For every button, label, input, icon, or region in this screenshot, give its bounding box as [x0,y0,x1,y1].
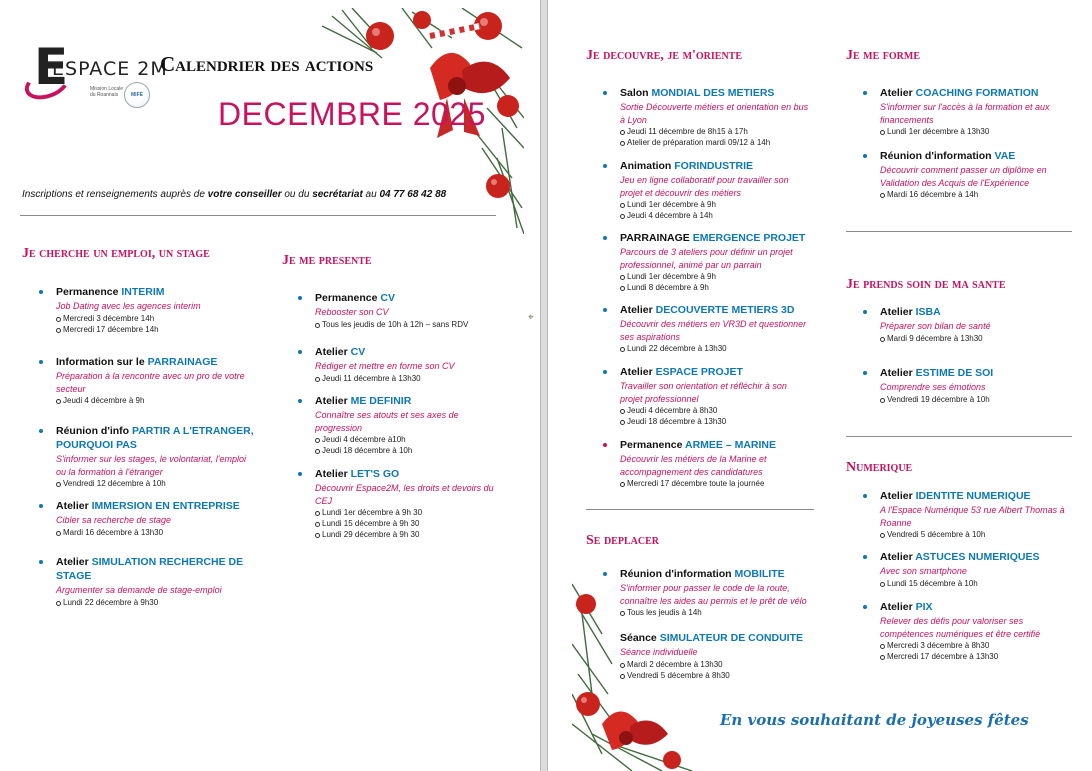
action-item: Salon MONDIAL DES METIERS Sortie Découverte métiers et orientation en bus à Lyon Jeudi 11 décembre de 8h15 à 17h Atelier de préparation mardi 09/12 à 14h [620,86,815,148]
action-item: Permanence CV Rebooster son CV Tous les jeudis de 10h à 12h – sans RDV [315,291,505,330]
action-item: Atelier DECOUVERTE METIERS 3D Découvrir des métiers en VR3D et questionner ses aspirations Lundi 22 décembre à 13h30 [620,303,820,354]
action-item: Atelier LET'S GO Découvrir Espace2M, les droits et devoirs du CEJ Lundi 1er décembre à 9h 30 Lundi 15 décembre à 9h 30 Lundi 29 décembre à 9h 30 [315,467,505,540]
action-item: PARRAINAGE EMERGENCE PROJET Parcours de 3 ateliers pour définir un projet professionnel, animé par un parrain Lundi 1er décembre à 9h Lundi 8 décembre à 9h [620,231,815,293]
action-item: Atelier ISBA Préparer son bilan de santé Mardi 9 décembre à 13h30 [880,305,1060,344]
section-title-emploi: Je cherche un emploi, un stage [22,246,210,261]
section-title-deplacer: Se deplacer [586,533,659,548]
month-title: DECEMBRE 2025 [218,96,486,132]
action-item: Atelier IMMERSION EN ENTREPRISE Cibler sa recherche de stage Mardi 16 décembre à 13h30 [56,499,256,538]
section-title-forme: Je me forme [846,48,920,63]
action-item: Séance SIMULATEUR DE CONDUITE Séance individuelle Mardi 2 décembre à 13h30 Vendredi 5 décembre à 8h30 [620,631,820,681]
divider [846,231,1072,232]
season-greeting: En vous souhaitant de joyeuses fêtes [720,711,1029,729]
action-item: Information sur le PARRAINAGE Préparation à la rencontre avec un pro de votre secteur Jeudi 4 décembre à 9h [56,355,246,406]
divider [846,436,1072,437]
action-item: Atelier COACHING FORMATION S'informer sur l'accès à la formation et aux financements Lundi 1er décembre à 13h30 [880,86,1070,137]
section-title-sante: Je prends soin de ma sante [846,277,1006,292]
mife-badge: MIFE [124,82,150,108]
section-title-presente: Je me presente [282,253,372,268]
section-title-decouvre: Je decouvre, je m'oriente [586,48,743,63]
logo-partner: Mission Locale du Roannais [90,86,124,98]
anchor-mark-icon: ⌖ [528,312,534,323]
action-item: Réunion d'information VAE Découvrir comment passer un diplôme en Validation des Acquis de l'Expérience Mardi 16 décembre à 14h [880,149,1070,200]
action-item: Atelier PIX Relever des défis pour valoriser ses compétences numériques et être certifié Mercredi 3 décembre à 8h30 Mercredi 17 décembre à 13h30 [880,600,1060,662]
page-gutter [540,0,548,771]
divider [20,215,496,216]
action-item: Atelier ESTIME DE SOI Comprendre ses émotions Vendredi 19 décembre à 10h [880,366,1060,405]
espace2m-logo: E ESPACE 2M Mission Locale du Roannais MIFE [24,40,159,102]
action-item: Réunion d'information MOBILITE S'informer pour passer le code de la route, connaître les aides au permis et le prêt de vélo Tous les jeudis à 14h [620,567,820,618]
action-item: Atelier ASTUCES NUMERIQUES Avec son smartphone Lundi 15 décembre à 10h [880,550,1075,589]
section-title-numerique: Numerique [846,460,913,475]
calendar-title: Calendrier des actions [160,52,374,76]
logo-text: ESPACE 2M [52,58,168,80]
action-item: Permanence ARMEE – MARINE Découvrir les métiers de la Marine et accompagnement des candidatures Mercredi 17 décembre toute la journée [620,438,805,489]
action-item: Atelier IDENTITE NUMERIQUE A l'Espace Numérique 53 rue Albert Thomas à Roanne Vendredi 5 décembre à 10h [880,489,1075,540]
action-item: Atelier SIMULATION RECHERCHE DE STAGE Argumenter sa demande de stage-emploi Lundi 22 décembre à 9h30 [56,555,252,608]
page-1 [0,0,540,771]
action-item: Animation FORINDUSTRIE Jeu en ligne collaboratif pour travailler son projet et découvrir des métiers Lundi 1er décembre à 9h Jeudi 4 décembre à 14h [620,159,810,221]
page-2 [548,0,1092,771]
action-item: Atelier CV Rédiger et mettre en forme son CV Jeudi 11 décembre à 13h30 [315,345,505,384]
action-item: Permanence INTERIM Job Dating avec les agences interim Mercredi 3 décembre 14h Mercredi 17 décembre 14h [56,285,256,335]
contact-info: Inscriptions et renseignements auprès de votre conseiller ou du secrétariat au 04 77 68 42 88 [22,189,447,200]
divider [586,509,814,510]
action-item: Réunion d'info PARTIR A L'ETRANGER, POURQUOI PAS S'informer sur les stages, le volontariat, l'emploi ou la formation à l'étranger Vendredi 12 décembre à 10h [56,424,254,489]
action-item: Atelier ME DEFINIR Connaître ses atouts et ses axes de progression Jeudi 4 décembre à10h Jeudi 18 décembre à 10h [315,394,485,456]
action-item: Atelier ESPACE PROJET Travailler son orientation et réfléchir à son projet professionnel Jeudi 4 décembre à 8h30 Jeudi 18 décembre à 13h30 [620,365,805,427]
